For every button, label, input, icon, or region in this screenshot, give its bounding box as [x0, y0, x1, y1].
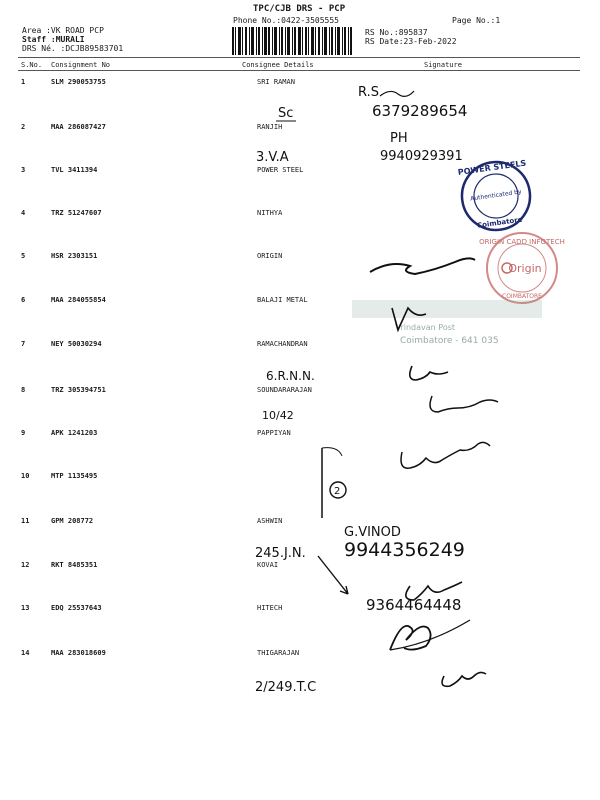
row-consignment: MAA 284055854: [51, 296, 106, 304]
table-row: [0, 252, 600, 292]
row-consignment: SLM 290053755: [51, 78, 106, 86]
rs-number: RS No.:895837: [365, 28, 428, 37]
table-row: [0, 78, 600, 118]
row-sno: 2: [21, 123, 26, 131]
row-consignment: RKT 8485351: [51, 561, 98, 569]
stamp-text-top: POWER STEELS: [457, 158, 527, 178]
row-consignment: EDQ 25537643: [51, 604, 102, 612]
row-sno: 9: [21, 429, 26, 437]
row-consignment: TRZ 51247607: [51, 209, 102, 217]
staff-label: Staff :MURALI: [22, 35, 85, 44]
barcode-image: [232, 27, 352, 55]
row12-phone: 9364464448: [366, 596, 462, 614]
row1-phone: 6379289654: [372, 102, 468, 120]
row-sno: 14: [21, 649, 30, 657]
table-row: [0, 604, 600, 644]
row11-name: G.VINOD: [344, 525, 401, 540]
row2-signature: PH: [390, 131, 408, 146]
row-sno: 6: [21, 296, 26, 304]
table-row: [0, 166, 600, 206]
row-consignee: PAPPIYAN: [257, 429, 291, 437]
row-consignee: BALAJI METAL: [257, 296, 308, 304]
row-consignment: MAA 286087427: [51, 123, 106, 131]
col-sno-header: S.No.: [21, 61, 43, 69]
row1-note: Sc: [278, 106, 294, 121]
stamp-text-bottom: Coimbatore: [476, 215, 523, 230]
row-consignee: SRI RAMAN: [257, 78, 295, 86]
row14-note: 2/249.T.C: [255, 680, 317, 695]
row-consignment: HSR 2303151: [51, 252, 98, 260]
row-consignee: NITHYA: [257, 209, 283, 217]
col-consignment-header: Consignment No: [51, 61, 111, 69]
balaji-stamp-line2: Coimbatore - 641 035: [400, 336, 499, 346]
drs-number: DRS Né. :DCJB89583701: [22, 44, 124, 53]
origin-logo-text: Origin: [508, 262, 542, 275]
row2-note: 3.V.A: [256, 150, 289, 165]
row-consignee: ORIGIN: [257, 252, 283, 260]
rs-date: RS Date:23-Feb-2022: [365, 37, 457, 46]
row-consignee: KOVAI: [257, 561, 279, 569]
row-consignment: GPM 208772: [51, 517, 94, 525]
table-row: [0, 561, 600, 601]
table-row: [0, 472, 600, 512]
row-sno: 7: [21, 340, 26, 348]
col-consignee-header: Consignee Details: [242, 61, 314, 69]
row11-phone: 9944356249: [344, 539, 465, 561]
table-row: [0, 517, 600, 557]
row-sno: 13: [21, 604, 30, 612]
row-sno: 11: [21, 517, 30, 525]
row-sno: 1: [21, 78, 26, 86]
row11-note: 245.J.N.: [255, 546, 306, 561]
row-consignee: RANJIH: [257, 123, 283, 131]
table-row: [0, 386, 600, 426]
row-consignee: RAMACHANDRAN: [257, 340, 308, 348]
phone-number: Phone No.:0422-3505555: [233, 16, 339, 25]
table-row: [0, 649, 600, 689]
table-row: [0, 123, 600, 163]
row-sno: 10: [21, 472, 30, 480]
row-consignee: SOUNDARARAJAN: [257, 386, 312, 394]
stamp-text-mid: Authenticated by: [469, 188, 523, 203]
origin-bottom-text: COIMBATORE: [502, 293, 542, 300]
row-consignment: APK 1241203: [51, 429, 98, 437]
row-consignment: NEY 50030294: [51, 340, 102, 348]
row1-signature: R.S: [358, 85, 379, 100]
row8-note: 10/42: [262, 409, 294, 422]
header-rule-bottom: [18, 70, 580, 71]
balaji-stamp-line1: Vrindavan Post: [395, 323, 456, 332]
row-consignee: POWER STEEL: [257, 166, 304, 174]
row10-mark: 2: [334, 486, 341, 497]
row-sno: 4: [21, 209, 26, 217]
row-consignee: THIGARAJAN: [257, 649, 300, 657]
row2-phone: 9940929391: [380, 149, 463, 164]
row-sno: 3: [21, 166, 26, 174]
header-rule-top: [18, 57, 580, 58]
table-row: [0, 296, 600, 336]
page-number: Page No.:1: [452, 16, 501, 25]
table-row: [0, 209, 600, 249]
row-consignment: TVL 3411394: [51, 166, 98, 174]
area-label: Area :VK ROAD PCP: [22, 26, 104, 35]
row-sno: 8: [21, 386, 26, 394]
col-signature-header: Signature: [424, 61, 462, 69]
row-sno: 5: [21, 252, 26, 260]
document-title: TPC/CJB DRS - PCP: [253, 4, 346, 14]
row-consignment: MAA 283018609: [51, 649, 106, 657]
origin-ring-text: ORIGIN CADD INFOTECH: [479, 238, 565, 246]
table-row: [0, 340, 600, 380]
row-consignment: TRZ 305394751: [51, 386, 106, 394]
row-sno: 12: [21, 561, 30, 569]
row-consignee: HITECH: [257, 604, 283, 612]
row-consignment: MTP 1135495: [51, 472, 98, 480]
table-row: [0, 429, 600, 469]
row-consignee: ASHWIN: [257, 517, 283, 525]
row7-note: 6.R.N.N.: [266, 369, 315, 383]
